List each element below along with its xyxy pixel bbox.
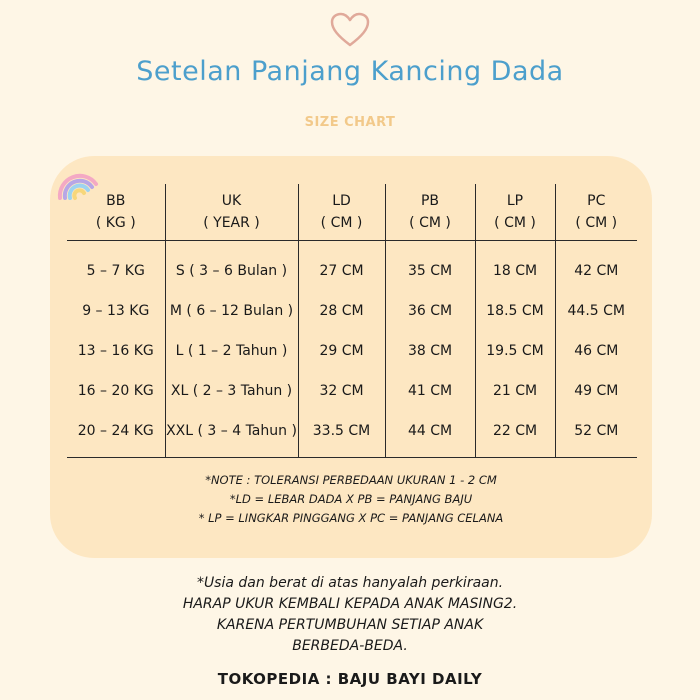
cell-pb: 41 CM bbox=[385, 371, 475, 411]
page-title: Setelan Panjang Kancing Dada bbox=[136, 56, 564, 87]
cell-lp: 19.5 CM bbox=[475, 331, 555, 371]
cell-bb: 9 – 13 KG bbox=[82, 303, 150, 319]
cell-bb: 20 – 24 KG bbox=[67, 411, 165, 458]
header-pc: PC ( CM ) bbox=[555, 184, 637, 241]
cell-ld: 27 CM bbox=[298, 241, 385, 292]
disclaimer-block bbox=[0, 573, 700, 657]
size-table bbox=[67, 184, 637, 458]
header-ld: LD ( CM ) bbox=[298, 184, 385, 241]
table-row bbox=[67, 371, 637, 411]
header-lp: LP ( CM ) bbox=[475, 184, 555, 241]
cell-pb: 35 CM bbox=[385, 241, 475, 292]
table-row bbox=[67, 241, 637, 292]
cell-bb: 13 – 16 KG bbox=[77, 343, 154, 359]
cell-ld: 28 CM bbox=[298, 291, 385, 331]
store-name: TOKOPEDIA : BAJU BAYI DAILY bbox=[217, 670, 483, 688]
cell-lp: 21 CM bbox=[475, 371, 555, 411]
cell-lp: 22 CM bbox=[475, 411, 555, 458]
cell-pc: 49 CM bbox=[555, 371, 637, 411]
heart-outline-icon bbox=[330, 12, 370, 48]
disclaimer-line: HARAP UKUR KEMBALI KEPADA ANAK MASING2. bbox=[182, 596, 518, 612]
disclaimer-line: KARENA PERTUMBUHAN SETIAP ANAK bbox=[216, 617, 484, 633]
cell-lp: 18 CM bbox=[475, 241, 555, 292]
cell-pc: 42 CM bbox=[555, 241, 637, 292]
cell-uk: S ( 3 – 6 Bulan ) bbox=[165, 241, 298, 292]
cell-uk: XL ( 2 – 3 Tahun ) bbox=[165, 371, 298, 411]
cell-pb: 44 CM bbox=[385, 411, 475, 458]
cell-pb: 36 CM bbox=[385, 291, 475, 331]
cell-lp: 18.5 CM bbox=[475, 291, 555, 331]
cell-bb: 16 – 20 KG bbox=[77, 383, 154, 399]
table-row bbox=[67, 411, 637, 458]
cell-ld: 33.5 CM bbox=[298, 411, 385, 458]
cell-uk: M ( 6 – 12 Bulan ) bbox=[165, 291, 298, 331]
cell-uk: XXL ( 3 – 4 Tahun ) bbox=[165, 411, 298, 458]
cell-pc: 46 CM bbox=[555, 331, 637, 371]
cell-uk: L ( 1 – 2 Tahun ) bbox=[165, 331, 298, 371]
cell-pc: 44.5 CM bbox=[555, 291, 637, 331]
note-line: * LP = LINGKAR PINGGANG X PC = PANJANG CELANA bbox=[198, 511, 504, 525]
header-pb: PB ( CM ) bbox=[385, 184, 475, 241]
cell-pc: 52 CM bbox=[555, 411, 637, 458]
cell-pb: 38 CM bbox=[385, 331, 475, 371]
disclaimer-line: *Usia dan berat di atas hanyalah perkiraan. bbox=[196, 575, 504, 591]
disclaimer-line: BERBEDA-BEDA. bbox=[292, 638, 408, 654]
header-bb: BB ( KG ) bbox=[67, 184, 165, 241]
header-uk: UK ( YEAR ) bbox=[165, 184, 298, 241]
table-header-row bbox=[67, 184, 637, 241]
notes-block bbox=[50, 471, 652, 528]
page-subtitle: SIZE CHART bbox=[304, 115, 396, 130]
note-line: *NOTE : TOLERANSI PERBEDAAN UKURAN 1 - 2 CM bbox=[205, 473, 497, 487]
table-row bbox=[67, 291, 637, 331]
table-row bbox=[67, 331, 637, 371]
note-line: *LD = LEBAR DADA X PB = PANJANG BAJU bbox=[229, 492, 473, 506]
cell-bb: 5 – 7 KG bbox=[86, 263, 145, 279]
cell-ld: 32 CM bbox=[298, 371, 385, 411]
cell-ld: 29 CM bbox=[298, 331, 385, 371]
